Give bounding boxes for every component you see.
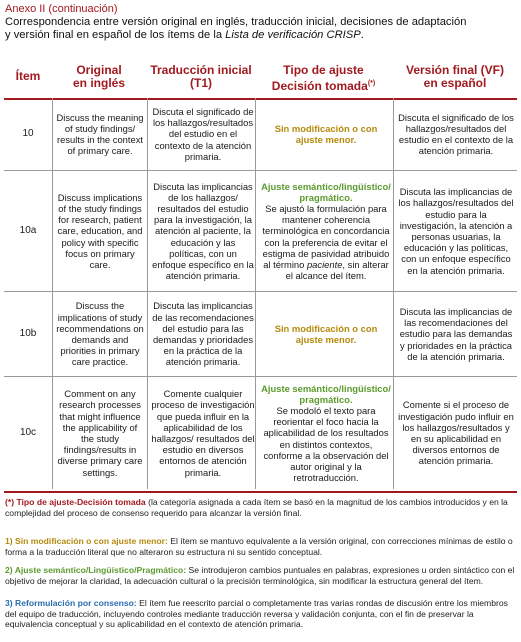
- row-item: 10: [22, 128, 34, 140]
- footnote-1: [5, 536, 517, 557]
- column-divider: [393, 377, 394, 489]
- header-adjust-line1: Tipo de ajuste: [283, 63, 364, 77]
- footnote-1-text: El ítem se mantuvo equivalente a la versión original, con correcciones mínimas de estilo o forma a la traducción literal que no alteraron su estructura ni su sentido conceptual.: [5, 536, 513, 557]
- header-translation-line1: Traducción inicial: [150, 63, 252, 77]
- header-final-line1: Versión final (VF): [405, 63, 504, 77]
- row-item: 10c: [19, 427, 37, 439]
- table-header: [4, 62, 517, 100]
- header-translation: [147, 64, 255, 90]
- adjust-desc-after: , sin alterar el alcance del ítem.: [285, 259, 389, 282]
- adjust-type-label: Sin modificación o con ajuste menor.: [274, 322, 378, 345]
- footnote-star: [5, 497, 517, 518]
- header-adjust: [255, 64, 392, 93]
- row-final: Comente si el proceso de investigación pudo influir en los hallazgos/resultados y en su aplicabilidad en diversos entornos de atención primaria.: [398, 399, 514, 467]
- adjust-description: [260, 203, 392, 281]
- footnote-3-label: 3) Reformulación por consenso:: [5, 598, 137, 608]
- header-item: Ítem: [15, 69, 41, 83]
- row-original: Discuss the implications of study recommendations on demands and priorities in primary care practice.: [56, 300, 144, 368]
- annex-label: Anexo II (continuación): [5, 3, 118, 15]
- header-final-line2: en español: [423, 76, 487, 90]
- header-original-line1: Original: [76, 63, 122, 77]
- table-row: [4, 98, 517, 171]
- footnote-star-label: (*) Tipo de ajuste-Decisión tomada: [5, 497, 146, 507]
- header-original-line2: en inglés: [72, 76, 125, 90]
- caption-line-2-suffix: .: [360, 29, 364, 41]
- row-adjust: [260, 171, 392, 291]
- table-row: [4, 377, 517, 489]
- row-translation: Discuta el significado de los hallazgos/resultados del estudio en el contexto de la atención primaria.: [152, 105, 254, 162]
- row-adjust: [260, 377, 392, 489]
- table-row: [4, 292, 517, 377]
- caption-text: [5, 16, 517, 42]
- row-final: Discuta las implicancias de las recomendaciones del estudio para las demandas y prioridades en la práctica de la atención primaria.: [399, 305, 513, 362]
- header-adjust-sup: (*): [367, 80, 376, 87]
- adjust-description: Se modoló el texto para reorientar el foco hacia la aplicabilidad de los resultados en distintos contextos, conforme a la observación del autor original y la retrotraducción.: [263, 404, 389, 484]
- caption-line-2-italic: Lista de verificación CRISP: [225, 29, 361, 41]
- row-original: Comment on any research processes that might influence the applicability of the study findings/results in diverse primary care settings.: [57, 388, 143, 478]
- adjust-type-label: Sin modificación o con ajuste menor.: [274, 122, 378, 145]
- footnote-3: [5, 598, 517, 630]
- row-translation: Discuta las implicancias de las recomendaciones del estudio para las demandas y prioridades en la práctica de la atención primaria.: [152, 300, 254, 368]
- column-divider: [147, 377, 148, 489]
- footnote-2-text: Se introdujeron cambios puntuales en palabras, expresiones u orden sintáctico con el objetivo de mejorar la claridad, la adecuación cultural o la precisión terminológica, sin modificar la estructura general del ítem.: [5, 565, 515, 586]
- column-divider: [255, 377, 256, 489]
- footnote-2: [5, 565, 517, 586]
- header-adjust-line2: Decisión tomada: [271, 79, 368, 93]
- row-adjust: [260, 292, 392, 376]
- caption-line-1: Correspondencia entre versión original en inglés, traducción inicial, decisiones de adaptación: [5, 16, 467, 28]
- table-caption: [5, 3, 517, 42]
- header-translation-line2: (T1): [190, 76, 212, 90]
- adjust-type-label: Ajuste semántico/lingüístico/ pragmático.: [261, 382, 391, 405]
- row-adjust: [260, 98, 392, 170]
- header-final: [393, 64, 517, 90]
- footnote-star-text: (la categoría asignada a cada ítem se basó en la magnitud de los cambios introducidos y en la complejidad del proceso de consenso requerido para alcanzar la versión final.: [5, 497, 508, 518]
- row-translation: Comente cualquier proceso de investigación que pueda influir en la aplicabilidad de los hallazgos/ resultados del estudio en diversos entornos de atención primaria.: [151, 388, 255, 478]
- adjust-desc-italic: paciente: [306, 259, 343, 270]
- row-final: Discuta las implicancias de los hallazgos/resultados del estudio para la investigación, la atención a personas usuarias, la educación y las políticas, con un enfoque específico en la atención primaria.: [398, 186, 514, 276]
- row-translation: Discuta las implicancias de los hallazgos/ resultados del estudio para la investigación, la atención al paciente, la educación y las políticas, con un enfoque específico en la atención primaria.: [152, 180, 254, 282]
- caption-line-2-prefix: y versión final en español de los ítems de la: [5, 29, 226, 41]
- row-final: Discuta el significado de los hallazgos/resultados del estudio en el contexto de la atención primaria.: [398, 111, 514, 157]
- row-original: Discuss implications of the study findings for research, patient care, education, and policy with specific focus on primary care.: [57, 191, 143, 270]
- header-original: [52, 64, 146, 90]
- footnote-2-label: 2) Ajuste semántico/Lingüístico/Pragmático:: [5, 565, 187, 575]
- adjust-type-label: Ajuste semántico/lingüístico/ pragmático.: [261, 180, 391, 203]
- footnote-3-text: El ítem fue reescrito parcial o completamente tras varias rondas de discusión entre los miembros del equipo de traducción, incluyendo controles mediante traducción reversa y validación conjunta, con el fin de preservar la equivalencia conceptual y su aplicabilidad en el contexto de atención primaria.: [5, 598, 508, 630]
- column-divider: [52, 377, 53, 489]
- table-bottom-rule: [4, 491, 517, 493]
- row-item: 10b: [19, 328, 37, 340]
- adjust-desc-before: Se ajustó la formulación para mantener coherencia terminológica en concordancia con la preferencia de evitar el estigma de pasividad atribuido al término: [262, 202, 390, 270]
- row-item: 10a: [19, 225, 37, 237]
- footnote-1-label: 1) Sin modificación o con ajuste menor:: [5, 536, 168, 546]
- row-original: Discuss the meaning of study findings/ results in the context of primary care.: [56, 111, 144, 157]
- table-row: [4, 171, 517, 292]
